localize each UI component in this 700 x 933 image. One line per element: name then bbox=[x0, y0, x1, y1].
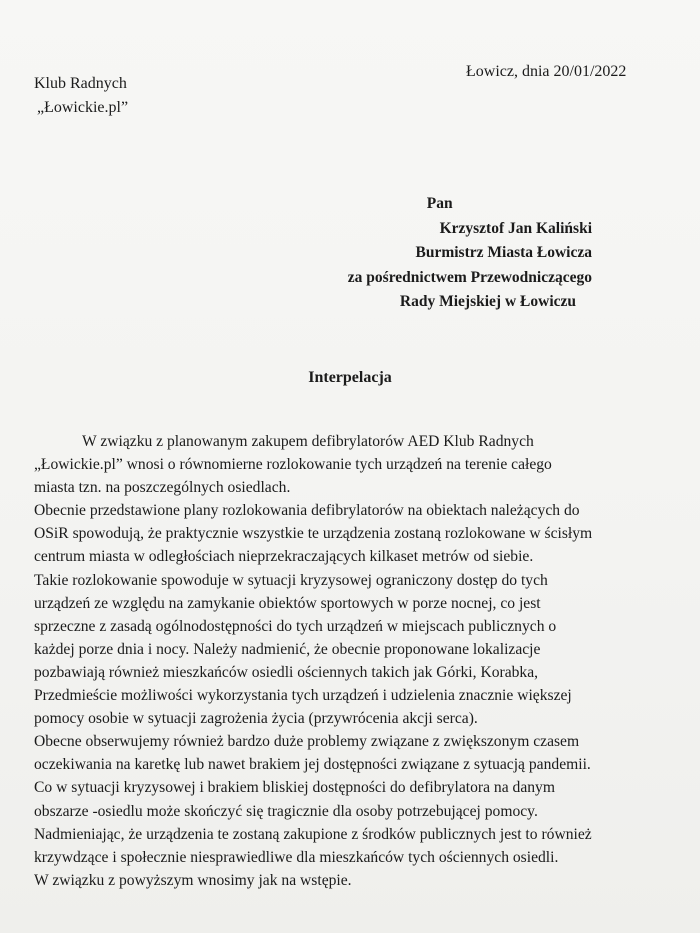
addressee-name: Krzysztof Jan Kaliński bbox=[439, 219, 592, 237]
letter-body bbox=[34, 430, 674, 892]
body-line: obszarze -osiedlu może skończyć się tragicznie dla osoby potrzebującej pomocy. bbox=[34, 802, 538, 820]
body-line: pomocy osobie w sytuacji zagrożenia życia (przywrócenia akcji serca). bbox=[34, 710, 478, 728]
addressee-title: Burmistrz Miasta Łowicza bbox=[415, 244, 592, 261]
body-line: Obecnie przedstawione plany rozlokowania defibrylatorów na obiektach należących do bbox=[34, 502, 580, 520]
body-line: centrum miasta w odległościach nieprzekraczających kilkaset metrów od siebie. bbox=[34, 548, 534, 566]
body-line: Przedmieście możliwości wykorzystania tych urządzeń i udzielenia znacznie większej bbox=[34, 687, 572, 705]
sender-block bbox=[34, 72, 128, 120]
document-title: Interpelacja bbox=[308, 369, 392, 386]
body-line: Co w sytuacji kryzysowej i brakiem bliskiej dostępności do defibrylatora na danym bbox=[34, 779, 555, 797]
sender-name: Klub Radnych bbox=[34, 75, 127, 92]
body-line: krzywdzące i społecznie niesprawiedliwe dla mieszkańców tych ościennych osiedli. bbox=[34, 848, 559, 866]
body-line: oczekiwania na karetkę lub nawet brakiem jej dostępności związane z sytuacją pandemii. bbox=[34, 756, 591, 774]
body-line: Obecne obserwujemy również bardzo duże problemy związane z zwiększonym czasem bbox=[34, 733, 580, 751]
addressee-via: za pośrednictwem Przewodniczącego bbox=[347, 268, 592, 286]
addressee-council: Rady Miejskiej w Łowiczu bbox=[399, 293, 576, 310]
addressee-block bbox=[348, 192, 592, 315]
body-line: pozbawiają również mieszkańców osiedli ościennych takich jak Górki, Korabka, bbox=[34, 663, 539, 681]
body-line: urządzeń ze względu na zamykanie obiektów sportowych w porze nocnej, co jest bbox=[34, 594, 541, 612]
body-line: sprzeczne z zasadą ogólnodostępności do tych urządzeń w miejscach publicznych o bbox=[34, 617, 557, 635]
addressee-salutation: Pan bbox=[426, 195, 453, 212]
body-line: W związku z planowanym zakupem defibrylatorów AED Klub Radnych bbox=[82, 433, 534, 450]
body-line: Takie rozlokowanie spowoduje w sytuacji kryzysowej ograniczony dostęp do tych bbox=[34, 571, 548, 589]
sender-club: „Łowickie.pl” bbox=[37, 99, 129, 116]
letter-date: Łowicz, dnia 20/01/2022 bbox=[466, 63, 627, 80]
body-line: miasta tzn. na poszczególnych osiedlach. bbox=[34, 479, 291, 497]
body-line: OSiR spowodują, że praktycznie wszystkie te urządzenia zostaną rozlokowane w ścisłym bbox=[34, 525, 593, 543]
body-line: W związku z powyższym wnosimy jak na wstępie. bbox=[34, 871, 352, 889]
body-line: każdej porze dnia i nocy. Należy nadmienić, że obecnie proponowane lokalizacje bbox=[34, 640, 541, 658]
body-line: „Łowickie.pl” wnosi o równomierne rozlokowanie tych urządzeń na terenie całego bbox=[34, 456, 552, 474]
body-line: Nadmieniając, że urządzenia te zostaną zakupione z środków publicznych jest to również bbox=[34, 825, 592, 843]
